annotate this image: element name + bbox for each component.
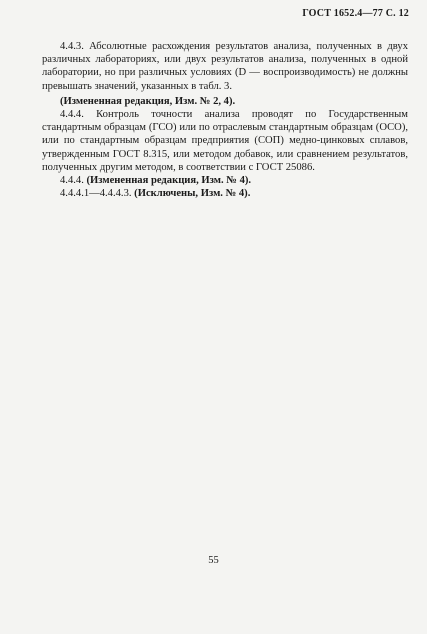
revision-note: (Измененная редакция, Изм. № 2, 4).	[60, 95, 236, 107]
revision-note: (Измененная редакция, Изм. № 4).	[86, 175, 252, 187]
paragraph-4-4-3: 4.4.3. Абсолютные расхождения результатов анализа, полученных в двух различных лабораториях, или двух результатов анализа, полученных в одной лаборатории, но при различных условиях (D — воспроизводимость) не должны превышать значений, указанных в табл. 3.	[42, 41, 408, 92]
paragraph-4-4-4: 4.4.4. Контроль точности анализа проводят по Государственным стандартным образцам (ГСО) или по отраслевым стандартным образцам (ОСО), или по стандартным образцам предприятия (СОП) медно-цинковых сплавов, утвержденным ГОСТ 8.315, или методом добавок, или сравнением результатов, полученных другим методом, в соответствии с ГОСТ 25086.	[42, 109, 408, 173]
excluded-note: (Исключены, Изм. № 4).	[134, 188, 251, 200]
paragraph-number: 4.4.4.	[60, 175, 84, 187]
page-number: 55	[208, 555, 219, 566]
paragraph-4-4-4-1-excluded	[42, 187, 408, 200]
document-body	[42, 40, 408, 200]
paragraph-4-4-4-revision	[42, 174, 408, 187]
page-header: ГОСТ 1652.4—77 С. 12	[302, 8, 409, 19]
paragraph-number: 4.4.4.1—4.4.4.3.	[60, 188, 132, 200]
